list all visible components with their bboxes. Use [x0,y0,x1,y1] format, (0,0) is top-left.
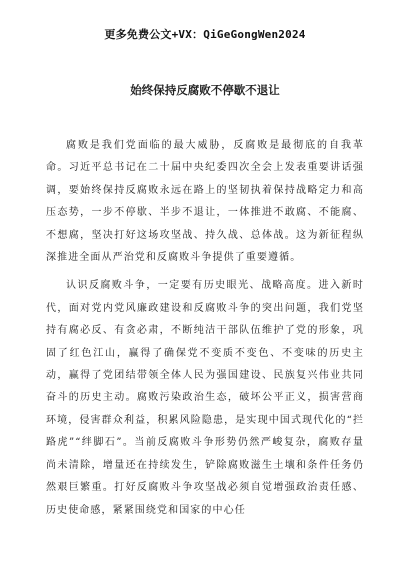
document-title: 始终保持反腐败不停歇不退让 [130,83,280,97]
document-body [46,135,364,522]
document-header: 更多免费公文+VX：QiGeGongWen2024 [104,28,306,41]
paragraph: 认识反腐败斗争，一定要有历史眼光、战略高度。进入新时代，面对党内党风廉政建设和反腐败斗争的突出问题，我们党坚持有腐必反、有贪必肃，不断纯洁干部队伍维护了党的形象，巩固了红色江山，赢得了确保党不变质不变色、不变味的历史主动，赢得了党团结带领全体人民为强国建设、民族复兴伟业共同奋斗的历史主动。腐败污染政治生态，破坏公平正义，损害营商环境，侵害群众利益，积累风险隐患，是实现中国式现代化的“拦路虎”“绊脚石”。当前反腐败斗争形势仍然严峻复杂，腐败存量尚未清除，增量还在持续发生，铲除腐败滋生土壤和条件任务仍然艰巨繁重。打好反腐败斗争攻坚战必须自觉增强政治责任感、历史使命感，紧紧围绕党和国家的中心任 [46,280,364,516]
paragraph: 腐败是我们党面临的最大威胁，反腐败是最彻底的自我革命。习近平总书记在二十届中央纪委四次全会上发表重要讲话强调，要始终保持反腐败永远在路上的坚韧执着保持战略定力和高压态势，一步不停歇、半步不退让，一体推进不敢腐、不能腐、不想腐，坚决打好这场攻坚战、持久战、总体战。这为新征程纵深推进全面从严治党和反腐败斗争提供了重要遵循。 [46,140,364,264]
